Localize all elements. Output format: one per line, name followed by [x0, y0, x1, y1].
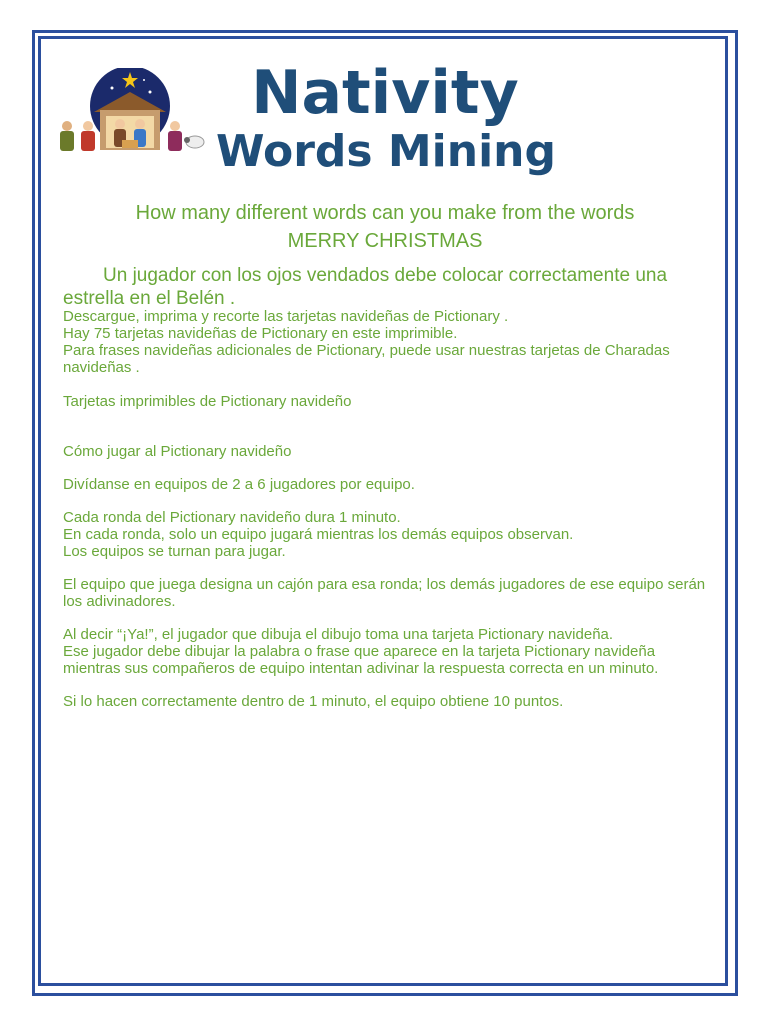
body-line: Divídanse en equipos de 2 a 6 jugadores por equipo. — [63, 476, 415, 493]
page-subtitle: Words Mining — [216, 126, 556, 177]
body-line: Al decir “¡Ya!”, el jugador que dibuja el dibujo toma una tarjeta Pictionary navideña. — [63, 626, 614, 643]
page-title: Nativity — [251, 58, 519, 128]
body-line: En cada ronda, solo un equipo jugará mientras los demás equipos observan. — [63, 526, 574, 543]
body-line: Descargue, imprima y recorte las tarjetas navideñas de Pictionary . — [63, 308, 509, 325]
body-line: Para frases navideñas adicionales de Pictionary, puede usar nuestras tarjetas de Charadas navideñas . — [63, 342, 670, 376]
nativity-scene-icon — [54, 68, 206, 154]
body-line: El equipo que juega designa un cajón para esa ronda; los demás jugadores de ese equipo serán los adivinadores. — [63, 576, 706, 610]
instructions-body — [63, 308, 713, 710]
question-line-2: MERRY CHRISTMAS — [287, 230, 483, 252]
section-heading: Cómo jugar al Pictionary navideño — [63, 443, 292, 460]
body-line: Hay 75 tarjetas navideñas de Pictionary en este imprimible. — [63, 325, 458, 342]
body-line: Tarjetas imprimibles de Pictionary navideño — [63, 393, 352, 410]
body-line: Los equipos se turnan para jugar. — [63, 543, 286, 560]
body-line: Cada ronda del Pictionary navideño dura 1 minuto. — [63, 509, 401, 526]
body-line: Si lo hacen correctamente dentro de 1 minuto, el equipo obtiene 10 puntos. — [63, 693, 564, 710]
body-line: Ese jugador debe dibujar la palabra o frase que aparece en la tarjeta Pictionary navideña mientras sus compañeros de equipo intentan adivinar la respuesta correcta en un minuto. — [63, 643, 659, 677]
intro-paragraph: Un jugador con los ojos vendados debe colocar correctamente una estrella en el Belén . — [63, 265, 668, 309]
question-line-1: How many different words can you make from the words — [135, 202, 635, 224]
